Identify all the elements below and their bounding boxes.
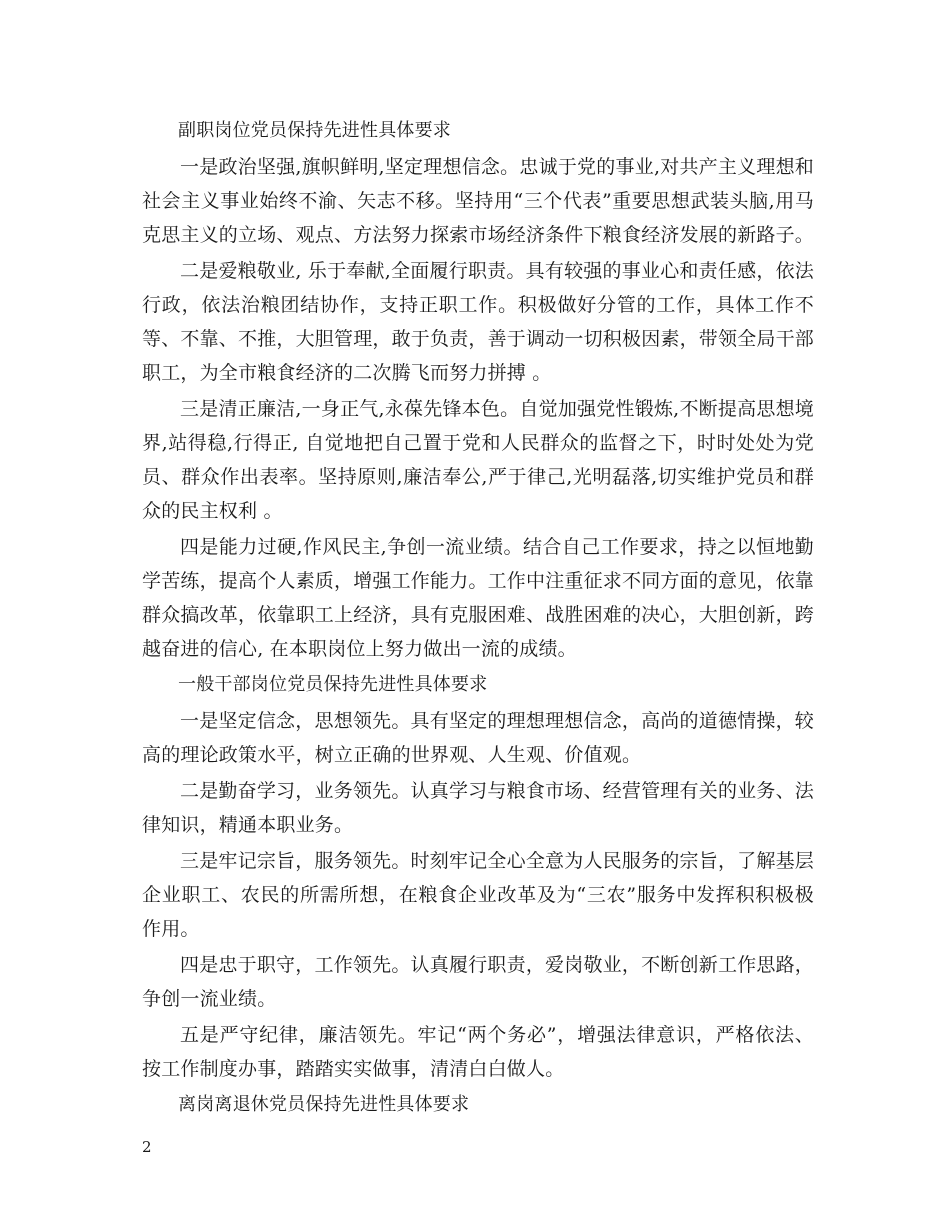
paragraph: 三是牢记宗旨，服务领先。时刻牢记全心全意为人民服务的宗旨，了解基层企业职工、农民的所需所想，在粮食企业改革及为“三农”服务中发挥积积极极作用。 (142, 850, 814, 940)
section-heading-deputy: 副职岗位党员保持先进性具体要求 (178, 120, 451, 141)
section-heading-retired: 离岗离退休党员保持先进性具体要求 (178, 1094, 470, 1115)
paragraph: 一是政治坚强,旗帜鲜明,坚定理想信念。忠诚于党的事业,对共产主义理想和社会主义事业始终不渝、矢志不移。坚持用“三个代表”重要思想武装头脑,用马克思主义的立场、观点、方法努力探索市场经济条件下粮食经济发展的新路子。 (142, 156, 815, 246)
section-heading-general-staff: 一般干部岗位党员保持先进性具体要求 (178, 674, 488, 695)
paragraph: 一是坚定信念，思想领先。具有坚定的理想理想信念，高尚的道德情操，较高的理论政策水平，树立正确的世界观、人生观、价值观。 (142, 710, 814, 766)
paragraph: 三是清正廉洁,一身正气,永葆先锋本色。自觉加强党性锻炼,不断提高思想境界,站得稳,行得正, 自觉地把自己置于党和人民群众的监督之下，时时处处为党员、群众作出表率。坚持原则,廉洁奉公,严于律己,光明磊落,切实维护党员和群众的民主权利 。 (142, 398, 814, 522)
paragraph: 四是能力过硬,作风民主,争创一流业绩。结合自己工作要求，持之以恒地勤学苦练，提高个人素质，增强工作能力。工作中注重征求不同方面的意见，依靠群众搞改革，依靠职工上经济，具有克服困难、战胜困难的决心，大胆创新，跨越奋进的信心, 在本职岗位上努力做出一流的成绩。 (142, 536, 815, 660)
paragraph: 二是勤奋学习，业务领先。认真学习与粮食市场、经营管理有关的业务、法律知识，精通本职业务。 (142, 780, 814, 836)
document-body (142, 114, 814, 1124)
paragraph: 二是爱粮敬业, 乐于奉献,全面履行职责。具有较强的事业心和责任感，依法行政，依法治粮团结协作，支持正职工作。积极做好分管的工作，具体工作不等、不靠、不推，大胆管理，敢于负责，善于调动一切积极因素，带领全局干部职工，为全市粮食经济的二次腾飞而努力拼搏 。 (142, 260, 815, 384)
paragraph: 五是严守纪律，廉洁领先。牢记“两个务必”，增强法律意识，严格依法、按工作制度办事，踏踏实实做事，清清白白做人。 (142, 1024, 814, 1080)
paragraph: 四是忠于职守，工作领先。认真履行职责，爱岗敬业，不断创新工作思路，争创一流业绩。 (142, 954, 814, 1010)
page-number: 2 (142, 1138, 152, 1156)
